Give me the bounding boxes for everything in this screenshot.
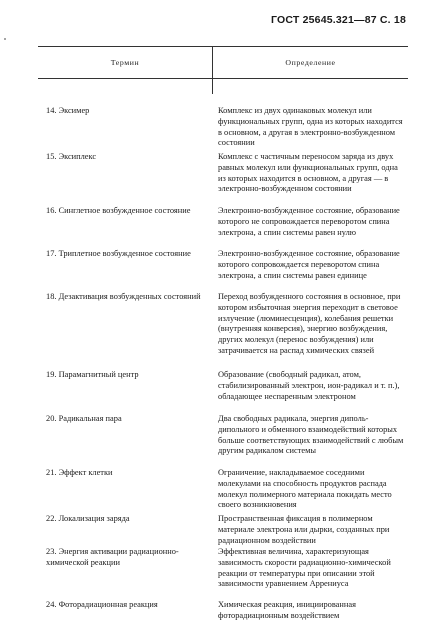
definition-cell: Электронно-возбужденное состояние, образование которого не сопровождается переворотом спина электрона, а спин системы равен нулю (218, 206, 400, 237)
term-cell: 14. Эксимер (46, 106, 90, 115)
table-row (46, 514, 406, 546)
table-row (46, 370, 406, 402)
definition-cell: Переход возбужденного состояния в основное, при котором избыточная энергия переходит в световое излучение (люминесценция), колебания решетки (внутренняя конверсия), энергию возбуждения, других молекул (перенос возбуждения) или затрачивается на распад химических связей (218, 292, 401, 355)
term-cell: 17. Триплетное возбужденное состояние (46, 249, 191, 258)
term-cell: 16. Синглетное возбужденное состояние (46, 206, 191, 215)
definition-cell: Комплекс из двух одинаковых молекул или функциональных групп, одна из которых находится в основном, а другая в электронно-возбужденном состоянии (218, 106, 403, 148)
definition-cell: Образование (свободный радикал, атом, стабилизированный электрон, ион-радикал и т. п.), обладающее неспаренным электроном (218, 370, 400, 401)
definition-cell: Ограничение, накладываемое соседними молекулами на способность продуктов распада молекул полимерного материала покидать место своего возникновения (218, 468, 392, 510)
table-row (46, 468, 406, 511)
table-row (46, 414, 406, 457)
column-header-definition: Определение (285, 57, 336, 67)
table-row (46, 106, 406, 149)
definition-cell: Пространственная фиксация в полимерном материале электрона или дырки, созданных при радиационном воздействии (218, 514, 390, 545)
table-row (46, 547, 406, 590)
column-divider (212, 78, 213, 94)
term-cell: 23. Энергия активации радиационно-химической реакции (46, 547, 179, 567)
term-cell: 24. Фоторадиационная реакция (46, 600, 158, 609)
definition-cell: Химическая реакция, инициированная фоторадиационным воздействием (218, 600, 356, 620)
table-row (46, 206, 406, 238)
table-row (46, 249, 406, 281)
term-cell: 22. Локализация заряда (46, 514, 130, 523)
table-row (46, 152, 406, 195)
table-row (46, 292, 406, 357)
term-cell: 15. Эксиплекс (46, 152, 97, 161)
term-cell: 18. Дезактивация возбужденных состояний (46, 292, 201, 301)
definition-cell: Эффективная величина, характеризующая зависимость скорости радиационно-химической реакции от температуры при описании этой зависимости уравнением Аррениуса (218, 547, 391, 589)
scan-artifact (4, 38, 6, 40)
definition-cell: Комплекс с частичным переносом заряда из двух равных молекул или функциональных групп, одна из которых находится в основном, а другая — в электронно-возбужденном состоянии (218, 152, 398, 194)
term-cell: 19. Парамагнитный центр (46, 370, 139, 379)
term-cell: 20. Радикальная пара (46, 414, 122, 423)
term-cell: 21. Эффект клетки (46, 468, 113, 477)
page-header: ГОСТ 25645.321—87 С. 18 (270, 14, 406, 26)
definition-cell: Два свободных радикала, энергия диполь-дипольного и обменного взаимодействий которых больше соответствующих взаимодействий с любым другим радикалом системы (218, 414, 404, 456)
definition-cell: Электронно-возбужденное состояние, образование которого сопровождается переворотом спина электрона, а спин системы равен единице (218, 249, 400, 280)
table-header (38, 46, 408, 79)
column-header-term: Термин (38, 46, 213, 78)
table-row (46, 600, 406, 622)
